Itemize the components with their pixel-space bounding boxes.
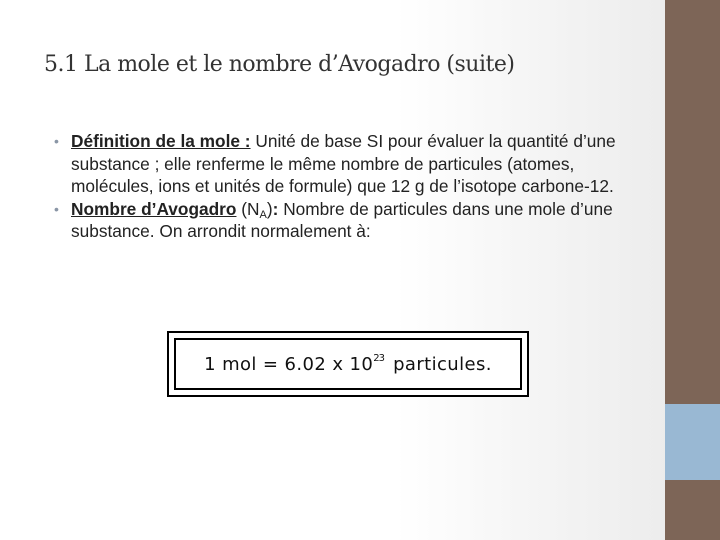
sidebar-decoration: [665, 0, 720, 540]
avogadro-symbol-open: (N: [236, 198, 260, 219]
bullet-colon: :: [272, 198, 279, 219]
bullet-avogadro-number: [52, 198, 652, 243]
avogadro-symbol-subscript: A: [259, 208, 267, 221]
bullet-text: Nombre de particules dans une mole d’une substance. On arrondit normalement à:: [71, 198, 613, 241]
avogadro-equation: [204, 354, 492, 375]
equation-box-inner: [174, 338, 522, 390]
bullet-dot-icon: •: [54, 133, 59, 149]
sidebar-accent-block: [665, 404, 720, 480]
bullet-term: Nombre d’Avogadro: [71, 198, 237, 219]
equation-box: [167, 331, 529, 397]
bullet-dot-icon: •: [54, 200, 59, 217]
equation-base: 1 mol = 6.02 x 10: [204, 353, 374, 375]
bullet-list: [52, 130, 652, 243]
slide-title: 5.1 La mole et le nombre d’Avogadro (suite): [44, 52, 515, 77]
equation-exponent: 23: [373, 352, 384, 364]
bullet-term: Définition de la mole :: [71, 131, 251, 151]
bullet-text: Unité de base SI pour évaluer la quantité d’une substance ; elle renferme le même nombre de particules (atomes, molécules, ions et unités de formule) que 12 g de l’isotope carbone-12.: [71, 131, 616, 196]
equation-unit: particules.: [386, 353, 492, 375]
avogadro-symbol-close: ): [266, 198, 273, 219]
bullet-mole-definition: [52, 130, 652, 198]
